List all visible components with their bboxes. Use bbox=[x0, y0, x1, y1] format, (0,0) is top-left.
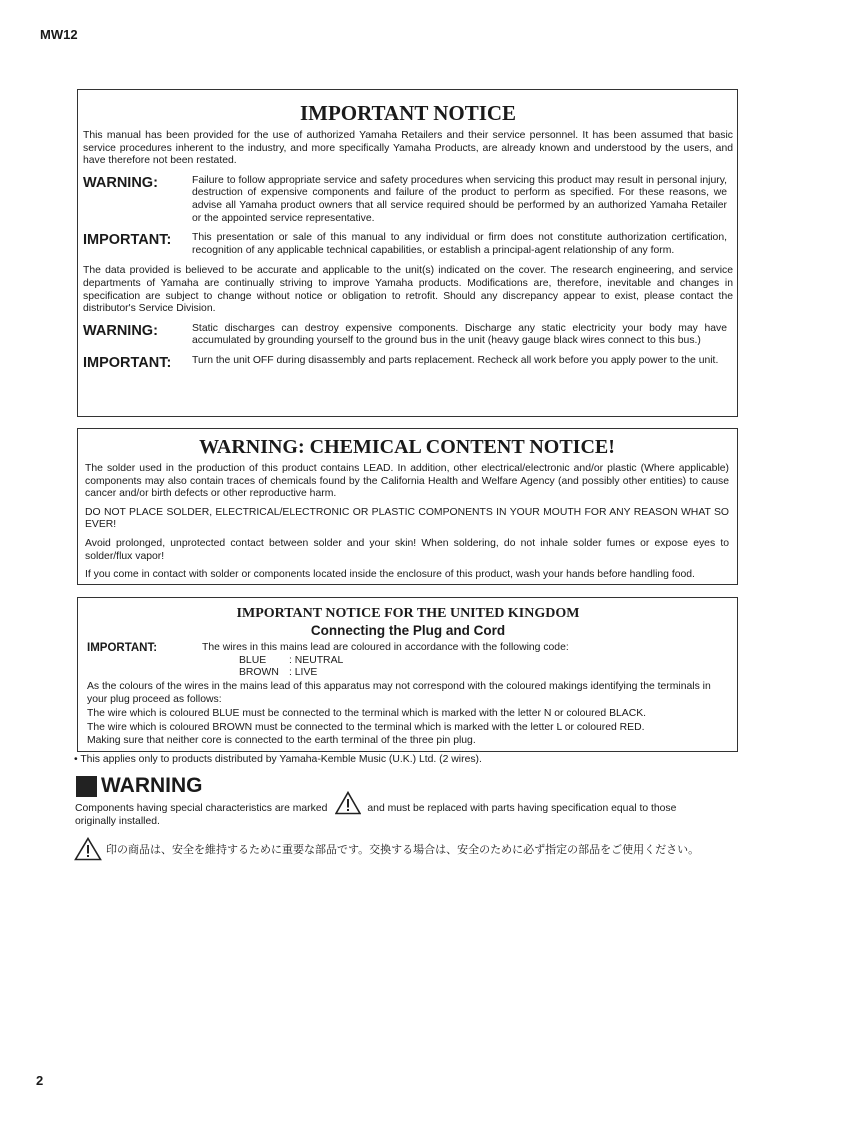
important-label: IMPORTANT: bbox=[87, 642, 158, 654]
uk-paragraph: The wire which is coloured BROWN must be connected to the terminal which is marked with the letter L or coloured RED. bbox=[87, 721, 645, 733]
wire-code-blue bbox=[239, 655, 729, 668]
components-text-line2: originally installed. bbox=[75, 816, 160, 827]
warning-triangle-icon bbox=[74, 837, 102, 861]
important-text: Turn the unit OFF during disassembly and parts replacement. Recheck all work before you apply power to the unit. bbox=[192, 354, 719, 366]
warning-triangle-icon bbox=[335, 791, 361, 815]
important-row-2 bbox=[83, 355, 733, 371]
warning-text: Static discharges can destroy expensive components. Discharge any static electricity your body may have accumulated by grounding yourself to the ground bus in the unit (heavy gauge black wires connect to this bus.) bbox=[192, 322, 727, 347]
uk-notice-subtitle: Connecting the Plug and Cord bbox=[310, 623, 506, 638]
warning-heading-text: WARNING bbox=[101, 774, 203, 797]
wire-color: BROWN bbox=[239, 667, 279, 679]
important-text: This presentation or sale of this manual to any individual or firm does not constitute authorization certification, recognition of any applicable technical capabilities, or establish a principal-agent relationship of any form. bbox=[192, 232, 727, 256]
uk-paragraph: As the colours of the wires in the mains lead of this apparatus may not correspond with the coloured makings identifying the terminals in your plug proceed as follows: bbox=[87, 680, 711, 706]
warning-row-1 bbox=[83, 175, 733, 225]
japanese-warning bbox=[74, 837, 699, 861]
components-text-before: Components having special characteristics are marked bbox=[75, 802, 328, 814]
chemical-paragraph: Avoid prolonged, unprotected contact between solder and your skin! When soldering, do not inhale solder fumes or expose eyes to solder/flux vapor! bbox=[85, 537, 729, 562]
japanese-warning-text: 印の商品は、安全を維持するために重要な部品です。交換する場合は、安全のために必ず指定の部品をご使用ください。 bbox=[106, 844, 700, 856]
components-text-after: and must be replaced with parts having specification equal to those bbox=[367, 802, 677, 814]
warning-row-2 bbox=[83, 323, 733, 348]
model-name: MW12 bbox=[40, 27, 78, 42]
important-row-1 bbox=[83, 232, 733, 257]
uk-paragraph: The wire which is coloured BLUE must be connected to the terminal which is marked with the letter N or coloured BLACK. bbox=[87, 707, 647, 719]
data-paragraph: The data provided is believed to be accurate and applicable to the unit(s) indicated on the cover. The research engineering, and service departments of Yamaha are continually striving to improve Yamaha products. Modifications are, therefore, inevitable and changes in specification are subject to change without notice or obligation to retrofit. Should any discrepancy appear to exist, please contact the distributor's Service Division. bbox=[83, 265, 733, 315]
important-label: IMPORTANT: bbox=[83, 232, 172, 249]
components-notice bbox=[75, 791, 735, 829]
wire-code-brown bbox=[239, 667, 729, 680]
page-number: 2 bbox=[36, 1073, 44, 1088]
warning-label: WARNING: bbox=[83, 174, 158, 191]
wire-meaning: : NEUTRAL bbox=[289, 654, 344, 666]
important-notice-title: IMPORTANT NOTICE bbox=[299, 101, 517, 125]
warning-text: Failure to follow appropriate service and safety procedures when servicing this product may result in personal injury, destruction of expensive components and failure of the product to perform as specified. For these reasons, we advise all Yamaha product owners that all service required should be performed by an authorized Yamaha Retailer or the appointed service representative. bbox=[192, 174, 727, 224]
uk-notice-title: IMPORTANT NOTICE FOR THE UNITED KINGDOM bbox=[236, 606, 580, 621]
uk-notice-box bbox=[77, 597, 738, 752]
chemical-notice-title: WARNING: CHEMICAL CONTENT NOTICE! bbox=[199, 436, 615, 458]
warning-label: WARNING: bbox=[83, 322, 158, 339]
wire-meaning: : LIVE bbox=[289, 667, 318, 679]
notice-intro: This manual has been provided for the use of authorized Yamaha Retailers and their service personnel. It has been assumed that basic service procedures inherent to the industry, and more specifically Yamaha Products, are already known and understood by the users, and have therefore not been restated. bbox=[83, 130, 733, 167]
uk-important-row bbox=[87, 642, 729, 655]
chemical-paragraph: DO NOT PLACE SOLDER, ELECTRICAL/ELECTRONIC OR PLASTIC COMPONENTS IN YOUR MOUTH FOR ANY REASON WHAT SO EVER! bbox=[85, 506, 729, 531]
wire-color: BLUE bbox=[239, 654, 267, 666]
important-label: IMPORTANT: bbox=[83, 354, 172, 371]
chemical-paragraph: The solder used in the production of this product contains LEAD. In addition, other electrical/electronic and/or plastic (Where applicable) components may also contain traces of chemicals found by the California Health and Welfare Agency (and possibly other entities) to cause cancer and/or birth defects or other reproductive harm. bbox=[85, 463, 729, 500]
chemical-paragraph: If you come in contact with solder or components located inside the enclosure of this product, wash your hands before handling food. bbox=[85, 569, 695, 581]
uk-footnote: • This applies only to products distributed by Yamaha-Kemble Music (U.K.) Ltd. (2 wires). bbox=[74, 754, 482, 765]
important-notice-box bbox=[77, 89, 738, 417]
uk-paragraph: Making sure that neither core is connected to the earth terminal of the three pin plug. bbox=[87, 735, 476, 747]
chemical-notice-box bbox=[77, 428, 738, 585]
important-text: The wires in this mains lead are coloured in accordance with the following code: bbox=[202, 642, 569, 653]
